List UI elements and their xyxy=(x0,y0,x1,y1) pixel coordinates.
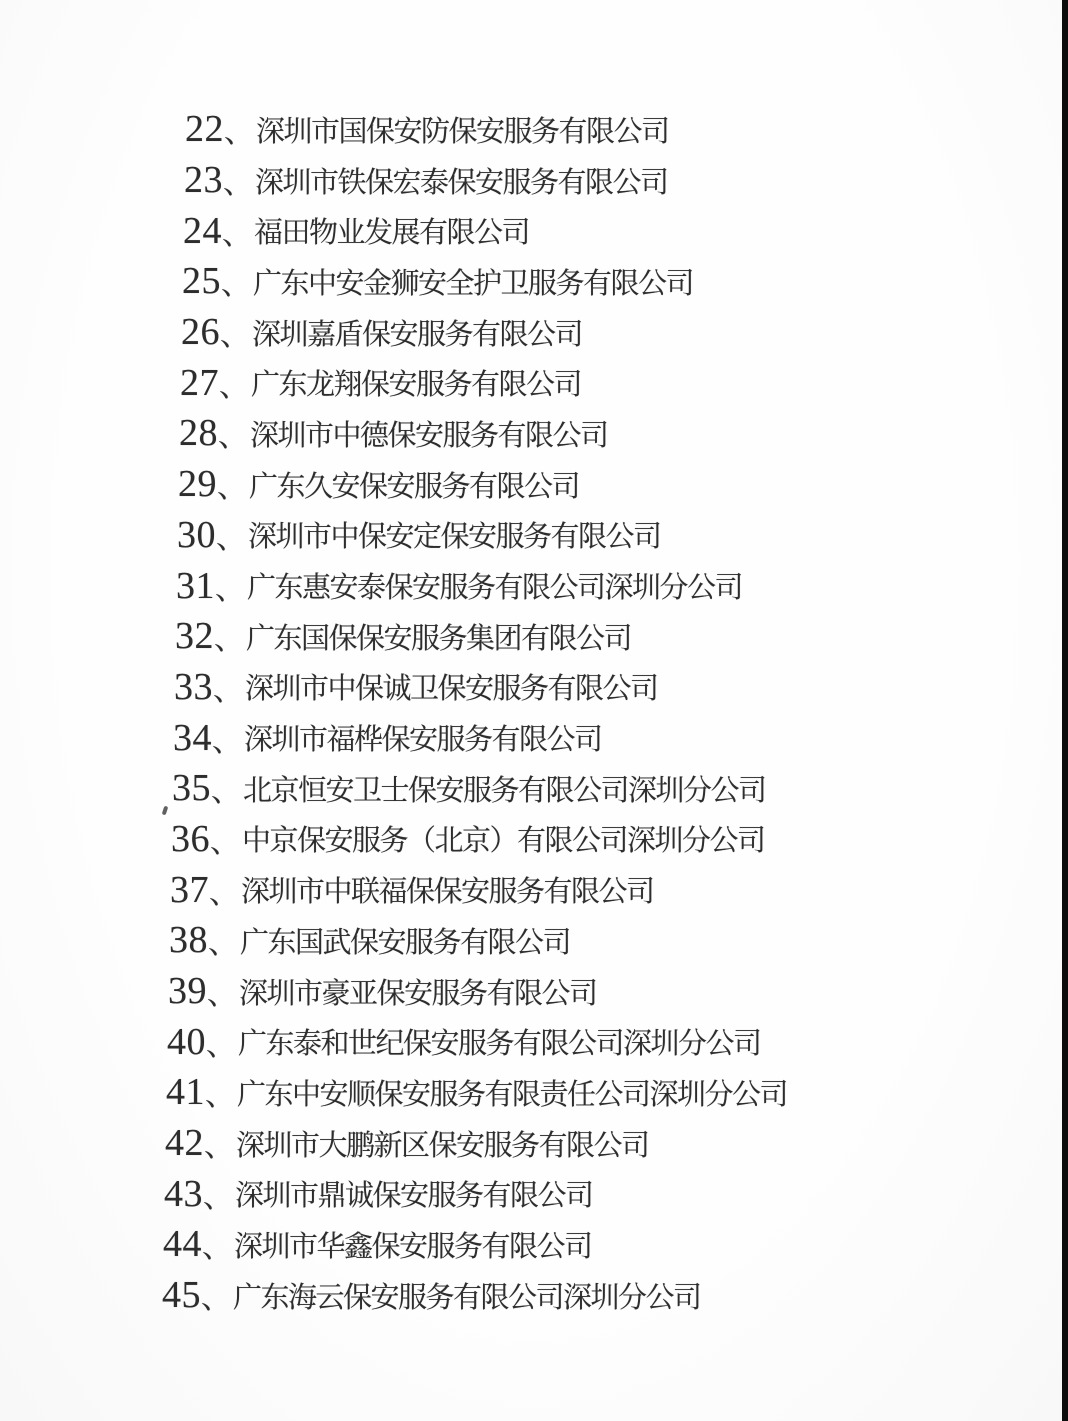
list-item xyxy=(168,966,1068,1017)
item-separator: 、 xyxy=(211,775,241,809)
company-name: 广东久安保安服务有限公司 xyxy=(249,470,580,503)
item-number: 38 xyxy=(169,919,208,962)
item-separator: 、 xyxy=(210,825,240,859)
company-name: 深圳市大鹏新区保安服务有限公司 xyxy=(236,1129,649,1162)
item-separator: 、 xyxy=(201,1282,231,1316)
company-name: 广东惠安泰保安服务有限公司深圳分公司 xyxy=(247,572,743,605)
item-separator: 、 xyxy=(206,1028,236,1062)
item-separator: 、 xyxy=(213,673,243,707)
item-number: 26 xyxy=(181,311,220,354)
item-separator: 、 xyxy=(202,1231,232,1265)
list-item xyxy=(182,256,1068,307)
company-name: 中京保安服务（北京）有限公司深圳分公司 xyxy=(242,825,765,858)
company-name: 深圳市福桦保安服务有限公司 xyxy=(244,724,602,757)
list-item xyxy=(172,763,1068,814)
item-number: 39 xyxy=(168,970,207,1013)
list-item xyxy=(185,104,1068,155)
company-name: 深圳市豪亚保安服务有限公司 xyxy=(239,977,597,1010)
item-separator: 、 xyxy=(208,927,238,961)
company-name: 广东中安顺保安服务有限责任公司深圳分公司 xyxy=(237,1078,788,1111)
scan-edge-bar xyxy=(1062,0,1068,1421)
item-separator: 、 xyxy=(223,167,253,201)
company-name: 深圳市中保诚卫保安服务有限公司 xyxy=(245,673,658,706)
item-separator: 、 xyxy=(224,116,254,150)
item-number: 28 xyxy=(179,412,218,455)
item-separator: 、 xyxy=(205,1079,235,1113)
item-number: 42 xyxy=(165,1122,204,1165)
item-separator: 、 xyxy=(221,268,251,302)
company-name: 深圳市鼎诚保安服务有限公司 xyxy=(235,1180,593,1213)
list-item xyxy=(173,712,1068,763)
company-name: 深圳市华鑫保安服务有限公司 xyxy=(234,1230,592,1263)
item-number: 37 xyxy=(170,868,209,911)
item-separator: 、 xyxy=(209,876,239,910)
item-number: 32 xyxy=(175,615,214,658)
company-name: 北京恒安卫士保安服务有限公司深圳分公司 xyxy=(243,774,766,807)
list-item xyxy=(174,662,1068,713)
company-name: 广东国武保安服务有限公司 xyxy=(240,926,571,959)
item-separator: 、 xyxy=(212,724,242,758)
item-number: 30 xyxy=(177,513,216,556)
item-number: 23 xyxy=(184,159,223,202)
item-number: 36 xyxy=(171,817,210,860)
item-separator: 、 xyxy=(218,420,248,454)
item-number: 45 xyxy=(162,1274,201,1317)
item-separator: 、 xyxy=(204,1130,234,1164)
list-item xyxy=(165,1118,1068,1169)
item-number: 44 xyxy=(163,1223,202,1266)
list-item xyxy=(179,408,1068,459)
list-item xyxy=(178,459,1068,510)
list-item xyxy=(164,1168,1068,1219)
list-item xyxy=(181,307,1068,358)
company-name: 广东龙翔保安服务有限公司 xyxy=(251,369,582,402)
list-item xyxy=(167,1016,1068,1067)
list-item xyxy=(176,560,1068,611)
list-item xyxy=(180,357,1068,408)
list-item xyxy=(162,1270,1068,1321)
item-number: 43 xyxy=(164,1172,203,1215)
item-number: 22 xyxy=(185,108,224,151)
item-number: 33 xyxy=(174,665,213,708)
company-name: 广东国保保安服务集团有限公司 xyxy=(246,622,632,655)
list-item xyxy=(175,611,1068,662)
list-item xyxy=(183,205,1068,256)
item-separator: 、 xyxy=(207,978,237,1012)
item-separator: 、 xyxy=(214,623,244,657)
item-number: 27 xyxy=(180,361,219,404)
company-name: 深圳市中德保安服务有限公司 xyxy=(250,419,608,452)
list-item xyxy=(170,864,1068,915)
list-item xyxy=(171,814,1068,865)
company-name: 深圳市国保安防保安服务有限公司 xyxy=(256,115,669,148)
item-number: 29 xyxy=(178,463,217,506)
company-name: 深圳市中保安定保安服务有限公司 xyxy=(248,521,661,554)
company-name: 福田物业发展有限公司 xyxy=(254,217,530,250)
list-item xyxy=(169,915,1068,966)
company-name: 广东海云保安服务有限公司深圳分公司 xyxy=(233,1281,701,1314)
list-item xyxy=(177,510,1068,561)
item-separator: 、 xyxy=(220,319,250,353)
item-number: 25 xyxy=(182,260,221,303)
item-separator: 、 xyxy=(222,217,252,251)
company-name: 广东中安金狮安全护卫服务有限公司 xyxy=(253,267,694,300)
item-number: 24 xyxy=(183,209,222,252)
item-number: 41 xyxy=(166,1071,205,1114)
company-name: 深圳市铁保宏泰保安服务有限公司 xyxy=(255,166,668,199)
item-number: 35 xyxy=(172,767,211,810)
item-separator: 、 xyxy=(217,471,247,505)
list-item xyxy=(184,155,1068,206)
item-separator: 、 xyxy=(216,521,246,555)
list-item xyxy=(163,1219,1068,1270)
company-name: 深圳市中联福保保安服务有限公司 xyxy=(241,876,654,909)
item-number: 31 xyxy=(176,564,215,607)
item-separator: 、 xyxy=(215,572,245,606)
list-item xyxy=(166,1067,1068,1118)
company-list xyxy=(0,104,1068,1321)
item-number: 34 xyxy=(173,716,212,759)
company-name: 深圳嘉盾保安服务有限公司 xyxy=(252,318,583,351)
item-separator: 、 xyxy=(203,1180,233,1214)
item-separator: 、 xyxy=(219,369,249,403)
item-number: 40 xyxy=(167,1020,206,1063)
company-name: 广东泰和世纪保安服务有限公司深圳分公司 xyxy=(238,1028,761,1061)
